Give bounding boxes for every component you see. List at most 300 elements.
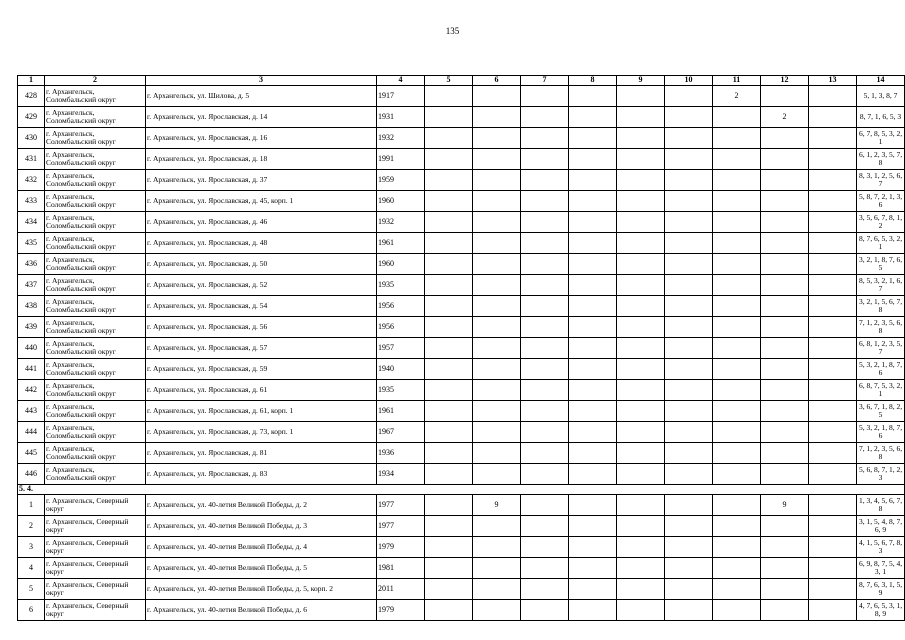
value-cell [473, 254, 521, 275]
value-cell [425, 149, 473, 170]
order-cell: 8, 5, 3, 2, 1, 6, 7 [857, 275, 905, 296]
district-cell: г. Архангельск, Соломбальский округ [45, 128, 146, 149]
address-cell: г. Архангельск, ул. Ярославская, д. 48 [146, 233, 377, 254]
value-cell [761, 128, 809, 149]
value-cell [665, 495, 713, 516]
value-cell [521, 359, 569, 380]
table-row [18, 338, 905, 359]
value-cell [713, 212, 761, 233]
table-row [18, 191, 905, 212]
table-row [18, 443, 905, 464]
district-cell: г. Архангельск, Соломбальский округ [45, 464, 146, 485]
address-cell: г. Архангельск, ул. 40-летия Великой Победы, д. 6 [146, 600, 377, 621]
table-row [18, 170, 905, 191]
row-number-cell: 432 [18, 170, 45, 191]
value-cell [521, 422, 569, 443]
value-cell [617, 128, 665, 149]
address-cell: г. Архангельск, ул. Ярославская, д. 73, корп. 1 [146, 422, 377, 443]
value-cell [809, 401, 857, 422]
value-cell [473, 422, 521, 443]
value-cell [809, 380, 857, 401]
value-cell [617, 401, 665, 422]
value-cell [665, 86, 713, 107]
column-header: 13 [809, 76, 857, 86]
table-row [18, 317, 905, 338]
value-cell [713, 170, 761, 191]
header-row [18, 76, 905, 86]
address-cell: г. Архангельск, ул. 40-летия Великой Победы, д. 2 [146, 495, 377, 516]
value-cell [713, 254, 761, 275]
row-number-cell: 6 [18, 600, 45, 621]
value-cell [665, 443, 713, 464]
value-cell [425, 422, 473, 443]
value-cell [665, 128, 713, 149]
value-cell [809, 495, 857, 516]
value-cell [665, 359, 713, 380]
value-cell [809, 275, 857, 296]
value-cell [713, 443, 761, 464]
value-cell [665, 338, 713, 359]
address-cell: г. Архангельск, ул. Ярославская, д. 83 [146, 464, 377, 485]
data-table [17, 75, 905, 621]
column-header: 7 [521, 76, 569, 86]
district-cell: г. Архангельск, Соломбальский округ [45, 149, 146, 170]
value-cell [617, 86, 665, 107]
value-cell [617, 170, 665, 191]
order-cell: 3, 2, 1, 5, 6, 7, 8 [857, 296, 905, 317]
value-cell [473, 537, 521, 558]
value-cell [473, 275, 521, 296]
value-cell [425, 296, 473, 317]
order-cell: 6, 1, 2, 3, 5, 7, 8 [857, 149, 905, 170]
address-cell: г. Архангельск, ул. Ярославская, д. 52 [146, 275, 377, 296]
value-cell [713, 516, 761, 537]
district-cell: г. Архангельск, Соломбальский округ [45, 296, 146, 317]
value-cell [809, 338, 857, 359]
value-cell [809, 537, 857, 558]
year-cell: 1932 [377, 128, 425, 149]
value-cell [425, 558, 473, 579]
year-cell: 1931 [377, 107, 425, 128]
value-cell [473, 212, 521, 233]
value-cell [521, 149, 569, 170]
address-cell: г. Архангельск, ул. Ярославская, д. 45, корп. 1 [146, 191, 377, 212]
value-cell [761, 212, 809, 233]
row-number-cell: 439 [18, 317, 45, 338]
value-cell [761, 149, 809, 170]
value-cell [473, 600, 521, 621]
address-cell: г. Архангельск, ул. 40-летия Великой Победы, д. 5 [146, 558, 377, 579]
district-cell: г. Архангельск, Соломбальский округ [45, 86, 146, 107]
value-cell [713, 422, 761, 443]
order-cell: 5, 3, 2, 1, 8, 7, 6 [857, 422, 905, 443]
value-cell [761, 338, 809, 359]
value-cell [473, 464, 521, 485]
order-cell: 3, 2, 1, 8, 7, 6, 5 [857, 254, 905, 275]
value-cell [761, 359, 809, 380]
column-header: 11 [713, 76, 761, 86]
value-cell [425, 191, 473, 212]
row-number-cell: 436 [18, 254, 45, 275]
value-cell [761, 254, 809, 275]
value-cell [809, 212, 857, 233]
address-cell: г. Архангельск, ул. Ярославская, д. 61 [146, 380, 377, 401]
address-cell: г. Архангельск, ул. Ярославская, д. 18 [146, 149, 377, 170]
order-cell: 7, 1, 2, 3, 5, 6, 8 [857, 317, 905, 338]
value-cell [713, 233, 761, 254]
address-cell: г. Архангельск, ул. 40-летия Великой Победы, д. 3 [146, 516, 377, 537]
value-cell [521, 275, 569, 296]
value-cell [761, 422, 809, 443]
value-cell [425, 401, 473, 422]
value-cell [425, 338, 473, 359]
value-cell [521, 558, 569, 579]
section-row [18, 485, 905, 495]
table-row [18, 233, 905, 254]
address-cell: г. Архангельск, ул. Ярославская, д. 56 [146, 317, 377, 338]
value-cell [617, 558, 665, 579]
district-cell: г. Архангельск, Северный округ [45, 495, 146, 516]
value-cell [809, 254, 857, 275]
value-cell [761, 317, 809, 338]
value-cell [521, 495, 569, 516]
value-cell [425, 600, 473, 621]
value-cell [761, 558, 809, 579]
value-cell [521, 254, 569, 275]
value-cell [713, 128, 761, 149]
order-cell: 7, 1, 2, 3, 5, 6, 8 [857, 443, 905, 464]
value-cell [761, 296, 809, 317]
address-cell: г. Архангельск, ул. Ярославская, д. 37 [146, 170, 377, 191]
value-cell [809, 86, 857, 107]
table-row [18, 359, 905, 380]
value-cell [761, 275, 809, 296]
year-cell: 1979 [377, 600, 425, 621]
value-cell [713, 107, 761, 128]
value-cell [521, 380, 569, 401]
value-cell: 9 [473, 495, 521, 516]
value-cell [617, 516, 665, 537]
address-cell: г. Архангельск, ул. Ярославская, д. 50 [146, 254, 377, 275]
value-cell [809, 422, 857, 443]
value-cell [809, 233, 857, 254]
row-number-cell: 430 [18, 128, 45, 149]
value-cell [569, 86, 617, 107]
table-body [18, 86, 905, 621]
row-number-cell: 446 [18, 464, 45, 485]
address-cell: г. Архангельск, ул. Ярославская, д. 81 [146, 443, 377, 464]
value-cell [617, 443, 665, 464]
year-cell: 1960 [377, 191, 425, 212]
value-cell [761, 170, 809, 191]
value-cell [713, 296, 761, 317]
value-cell [617, 296, 665, 317]
district-cell: г. Архангельск, Соломбальский округ [45, 191, 146, 212]
column-header: 10 [665, 76, 713, 86]
district-cell: г. Архангельск, Соломбальский округ [45, 443, 146, 464]
year-cell: 1981 [377, 558, 425, 579]
value-cell [569, 558, 617, 579]
value-cell [521, 107, 569, 128]
table-row [18, 128, 905, 149]
row-number-cell: 433 [18, 191, 45, 212]
table-row [18, 149, 905, 170]
district-cell: г. Архангельск, Северный округ [45, 516, 146, 537]
value-cell [809, 579, 857, 600]
year-cell: 1936 [377, 443, 425, 464]
district-cell: г. Архангельск, Соломбальский округ [45, 233, 146, 254]
value-cell [521, 86, 569, 107]
value-cell [473, 191, 521, 212]
year-cell: 1956 [377, 317, 425, 338]
value-cell [521, 579, 569, 600]
table-row [18, 537, 905, 558]
order-cell: 5, 8, 7, 2, 1, 3, 6 [857, 191, 905, 212]
value-cell [713, 401, 761, 422]
value-cell [713, 537, 761, 558]
table-row [18, 86, 905, 107]
value-cell [761, 516, 809, 537]
value-cell [569, 149, 617, 170]
column-header: 8 [569, 76, 617, 86]
order-cell: 3, 6, 7, 1, 8, 2, 5 [857, 401, 905, 422]
value-cell [569, 254, 617, 275]
year-cell: 1991 [377, 149, 425, 170]
district-cell: г. Архангельск, Соломбальский округ [45, 401, 146, 422]
table-row [18, 516, 905, 537]
district-cell: г. Архангельск, Северный округ [45, 537, 146, 558]
row-number-cell: 442 [18, 380, 45, 401]
column-header: 2 [45, 76, 146, 86]
order-cell: 5, 3, 2, 1, 8, 7, 6 [857, 359, 905, 380]
value-cell [569, 380, 617, 401]
table-row [18, 380, 905, 401]
column-header: 6 [473, 76, 521, 86]
value-cell: 2 [713, 86, 761, 107]
column-header: 14 [857, 76, 905, 86]
row-number-cell: 4 [18, 558, 45, 579]
table-row [18, 495, 905, 516]
value-cell [713, 495, 761, 516]
value-cell [425, 443, 473, 464]
value-cell [425, 86, 473, 107]
value-cell [809, 191, 857, 212]
value-cell [521, 338, 569, 359]
value-cell [425, 579, 473, 600]
row-number-cell: 428 [18, 86, 45, 107]
order-cell: 8, 7, 6, 3, 1, 5, 9 [857, 579, 905, 600]
value-cell [617, 317, 665, 338]
value-cell [473, 443, 521, 464]
value-cell [713, 191, 761, 212]
address-cell: г. Архангельск, ул. Ярославская, д. 57 [146, 338, 377, 359]
value-cell [473, 359, 521, 380]
row-number-cell: 434 [18, 212, 45, 233]
address-cell: г. Архангельск, ул. Шилова, д. 5 [146, 86, 377, 107]
address-cell: г. Архангельск, ул. Ярославская, д. 61, корп. 1 [146, 401, 377, 422]
value-cell [809, 516, 857, 537]
district-cell: г. Архангельск, Северный округ [45, 558, 146, 579]
value-cell [521, 443, 569, 464]
value-cell [617, 275, 665, 296]
value-cell [521, 600, 569, 621]
row-number-cell: 431 [18, 149, 45, 170]
order-cell: 4, 7, 6, 5, 3, 1, 8, 9 [857, 600, 905, 621]
row-number-cell: 437 [18, 275, 45, 296]
value-cell [425, 516, 473, 537]
value-cell [761, 86, 809, 107]
order-cell: 3, 1, 5, 4, 8, 7, 6, 9 [857, 516, 905, 537]
value-cell: 2 [761, 107, 809, 128]
value-cell [665, 191, 713, 212]
value-cell [665, 170, 713, 191]
value-cell [521, 128, 569, 149]
value-cell [569, 233, 617, 254]
year-cell: 1961 [377, 233, 425, 254]
value-cell [665, 317, 713, 338]
table-row [18, 422, 905, 443]
order-cell: 8, 3, 1, 2, 5, 6, 7 [857, 170, 905, 191]
value-cell [473, 233, 521, 254]
value-cell [665, 537, 713, 558]
row-number-cell: 5 [18, 579, 45, 600]
value-cell [665, 380, 713, 401]
value-cell: 9 [761, 495, 809, 516]
year-cell: 1979 [377, 537, 425, 558]
address-cell: г. Архангельск, ул. Ярославская, д. 16 [146, 128, 377, 149]
row-number-cell: 3 [18, 537, 45, 558]
value-cell [473, 86, 521, 107]
value-cell [473, 516, 521, 537]
year-cell: 1959 [377, 170, 425, 191]
value-cell [809, 170, 857, 191]
value-cell [761, 401, 809, 422]
value-cell [569, 579, 617, 600]
column-header: 3 [146, 76, 377, 86]
value-cell [569, 495, 617, 516]
district-cell: г. Архангельск, Северный округ [45, 600, 146, 621]
value-cell [569, 296, 617, 317]
table-row [18, 464, 905, 485]
row-number-cell: 438 [18, 296, 45, 317]
table-row [18, 254, 905, 275]
value-cell [617, 191, 665, 212]
address-cell: г. Архангельск, ул. Ярославская, д. 14 [146, 107, 377, 128]
address-cell: г. Архангельск, ул. Ярославская, д. 59 [146, 359, 377, 380]
value-cell [473, 317, 521, 338]
value-cell [617, 212, 665, 233]
table-row [18, 275, 905, 296]
value-cell [617, 359, 665, 380]
value-cell [665, 579, 713, 600]
value-cell [617, 422, 665, 443]
value-cell [521, 233, 569, 254]
year-cell: 1935 [377, 380, 425, 401]
value-cell [665, 422, 713, 443]
district-cell: г. Архангельск, Северный округ [45, 579, 146, 600]
value-cell [761, 443, 809, 464]
table-row [18, 212, 905, 233]
year-cell: 1956 [377, 296, 425, 317]
value-cell [665, 149, 713, 170]
table-row [18, 558, 905, 579]
value-cell [665, 275, 713, 296]
value-cell [617, 600, 665, 621]
value-cell [665, 233, 713, 254]
value-cell [569, 443, 617, 464]
table-row [18, 579, 905, 600]
value-cell [473, 296, 521, 317]
value-cell [473, 558, 521, 579]
row-number-cell: 1 [18, 495, 45, 516]
value-cell [713, 359, 761, 380]
order-cell: 5, 1, 3, 8, 7 [857, 86, 905, 107]
value-cell [617, 338, 665, 359]
value-cell [521, 212, 569, 233]
value-cell [713, 579, 761, 600]
order-cell: 8, 7, 1, 6, 5, 3 [857, 107, 905, 128]
value-cell [665, 212, 713, 233]
value-cell [617, 149, 665, 170]
row-number-cell: 443 [18, 401, 45, 422]
district-cell: г. Архангельск, Соломбальский округ [45, 338, 146, 359]
year-cell: 1935 [377, 275, 425, 296]
value-cell [713, 600, 761, 621]
value-cell [617, 233, 665, 254]
value-cell [569, 191, 617, 212]
table-row [18, 107, 905, 128]
district-cell: г. Архангельск, Соломбальский округ [45, 380, 146, 401]
value-cell [569, 107, 617, 128]
value-cell [425, 128, 473, 149]
value-cell [425, 495, 473, 516]
table-row [18, 296, 905, 317]
value-cell [569, 422, 617, 443]
value-cell [425, 537, 473, 558]
value-cell [665, 296, 713, 317]
value-cell [425, 170, 473, 191]
value-cell [425, 464, 473, 485]
order-cell: 6, 7, 8, 5, 3, 2, 1 [857, 128, 905, 149]
value-cell [713, 380, 761, 401]
value-cell [473, 338, 521, 359]
value-cell [809, 558, 857, 579]
address-cell: г. Архангельск, ул. Ярославская, д. 46 [146, 212, 377, 233]
value-cell [473, 380, 521, 401]
value-cell [809, 600, 857, 621]
value-cell [569, 338, 617, 359]
value-cell [425, 254, 473, 275]
value-cell [809, 443, 857, 464]
value-cell [761, 464, 809, 485]
row-number-cell: 440 [18, 338, 45, 359]
value-cell [569, 401, 617, 422]
row-number-cell: 444 [18, 422, 45, 443]
section-label: 5. 4. [18, 485, 905, 495]
value-cell [521, 401, 569, 422]
year-cell: 1957 [377, 338, 425, 359]
value-cell [569, 212, 617, 233]
order-cell: 6, 8, 1, 2, 3, 5, 7 [857, 338, 905, 359]
value-cell [713, 464, 761, 485]
value-cell [473, 107, 521, 128]
order-cell: 5, 6, 8, 7, 1, 2, 3 [857, 464, 905, 485]
page-number: 135 [445, 26, 460, 36]
district-cell: г. Архангельск, Соломбальский округ [45, 275, 146, 296]
year-cell: 1967 [377, 422, 425, 443]
value-cell [617, 579, 665, 600]
row-number-cell: 441 [18, 359, 45, 380]
